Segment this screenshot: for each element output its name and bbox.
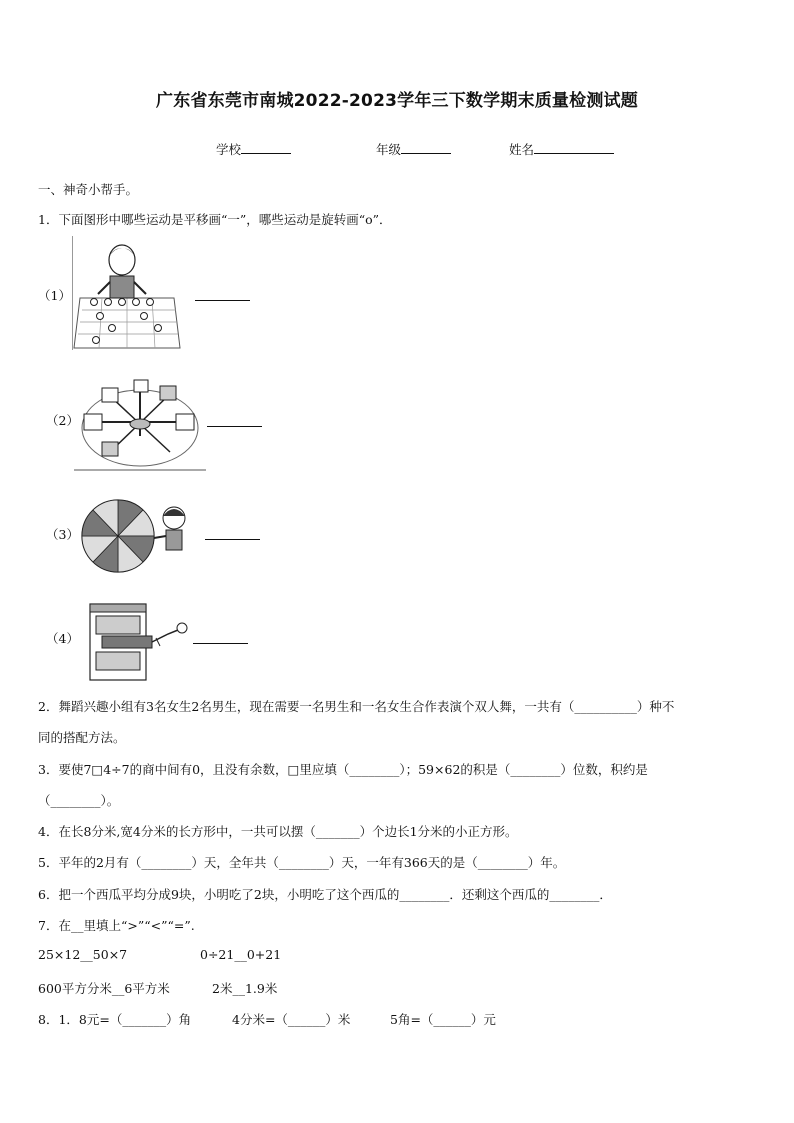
question-8-part-c: 5角=（______）元 <box>390 1012 496 1027</box>
q1-item-2-label: （2） <box>46 413 79 428</box>
q1-item-1-label: （1） <box>38 288 71 303</box>
page-title: 广东省东莞市南城2022-2023学年三下数学期末质量检测试题 <box>156 91 638 111</box>
name-field <box>509 140 614 158</box>
question-2-line-1: 2．舞蹈兴趣小组有3名女生2名男生，现在需要一名男生和一名女生合作表演个双人舞，一共有（__________）种不 <box>38 699 675 714</box>
name-blank[interactable] <box>534 141 614 154</box>
question-6: 6．把一个西瓜平均分成9块，小明吃了2块，小明吃了这个西瓜的________．还剩这个西瓜的________． <box>38 887 612 902</box>
q7-compare-1: 25×12__50×7 <box>38 947 128 962</box>
school-field <box>216 140 291 158</box>
question-8-part-a: 8．1．8元=（_______）角 <box>38 1012 192 1027</box>
drawer-figure <box>88 602 198 682</box>
question-4: 4．在长8分米,宽4分米的长方形中，一共可以摆（_______）个边长1分米的小正方形。 <box>38 824 518 839</box>
question-1: 1．下面图形中哪些运动是平移画“一”，哪些运动是旋转画“o”． <box>38 212 392 227</box>
spinner-girl-figure <box>80 496 200 576</box>
q1-answer-3[interactable] <box>205 539 260 540</box>
question-3-line-2: （________）。 <box>38 793 120 808</box>
section-heading: 一、神奇小帮手。 <box>38 182 139 197</box>
grade-blank[interactable] <box>401 141 451 154</box>
chess-boy-figure <box>72 236 182 352</box>
q7-compare-2: 0÷21__0+21 <box>200 947 282 962</box>
question-3-line-1: 3．要使7□4÷7的商中间有0，且没有余数，□里应填（________）；59×62的积是（________）位数，积约是 <box>38 762 648 777</box>
carousel-figure <box>74 376 208 472</box>
school-label: 学校 <box>216 142 242 157</box>
q1-answer-1[interactable] <box>195 300 250 301</box>
q1-item-4-label: （4） <box>46 631 79 646</box>
question-7: 7．在__里填上“>”“<”“=”. <box>38 918 195 933</box>
question-2-line-2: 同的搭配方法。 <box>38 730 126 745</box>
q1-answer-2[interactable] <box>207 426 262 427</box>
q1-item-3-label: （3） <box>46 527 79 542</box>
grade-label: 年级 <box>376 142 402 157</box>
question-8-part-b: 4分米=（______）米 <box>232 1012 351 1027</box>
name-label: 姓名 <box>509 142 535 157</box>
q1-answer-4[interactable] <box>193 643 248 644</box>
school-blank[interactable] <box>241 141 291 154</box>
q7-compare-4: 2米__1.9米 <box>212 981 278 996</box>
grade-field <box>376 140 451 158</box>
q7-compare-3: 600平方分米__6平方米 <box>38 981 170 996</box>
question-5: 5．平年的2月有（________）天，全年共（________）天，一年有366天的是（________）年。 <box>38 855 566 870</box>
